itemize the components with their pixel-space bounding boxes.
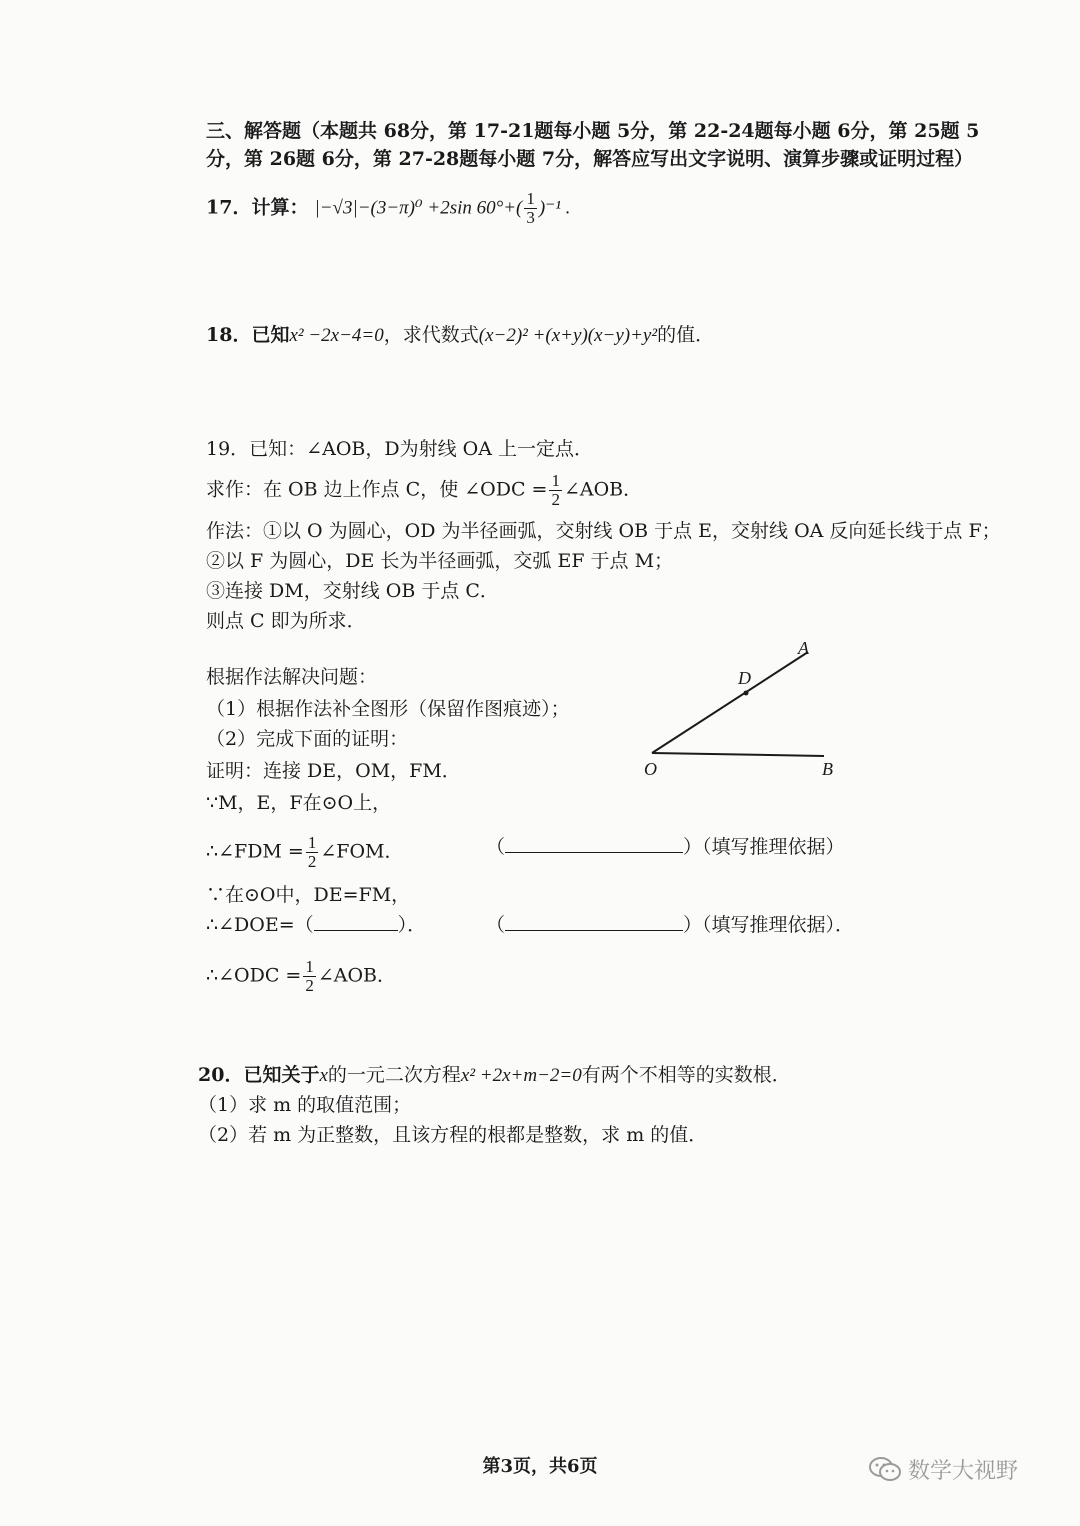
q17-frac-num: 1: [526, 189, 535, 208]
q19-proof-4: ∵在⊙O中，DE=FM，: [206, 884, 411, 906]
question-17: [206, 190, 570, 227]
reason1-open: （: [486, 836, 506, 858]
q19-method-1: 作法：①以 O 为圆心，OD 为半径画弧，交射线 OB 于点 E，交射线 OA 反向延长线于点 F；: [206, 520, 1001, 542]
q17-label: 17．计算：: [206, 196, 309, 219]
watermark-text: 数学大视野: [908, 1459, 1019, 1484]
q19-task: [206, 472, 642, 509]
ray-oa: [652, 652, 808, 753]
q19-proof3-num: 1: [307, 833, 317, 852]
q20-stem-pre: 20．已知关于: [198, 1064, 320, 1086]
q19-proof-6: [206, 958, 396, 995]
proof5-blank[interactable]: [314, 912, 398, 931]
q19-proof3-post: ∠FOM．: [320, 840, 404, 863]
q20-stem-post: 有两个不相等的实数根．: [581, 1064, 791, 1086]
q19-known: 19．已知：∠AOB，D为射线 OA 上一定点．: [206, 438, 593, 460]
reason1-blank[interactable]: [505, 834, 683, 853]
q19-proof5-pre: ∴∠DOE=（: [206, 914, 314, 936]
q19-task-pre: 求作：在 OB 边上作点 C，使 ∠ODC =: [206, 478, 548, 501]
q19-proof6-post: ∠AOB．: [317, 964, 397, 987]
q20-var: x: [319, 1065, 328, 1086]
q18-tail: 的值．: [657, 324, 715, 346]
question-20: [198, 1062, 791, 1089]
label-b: B: [822, 759, 833, 779]
q18-mid: ，求代数式: [383, 324, 479, 346]
q20-sub-2: （2）若 m 为正整数，且该方程的根都是整数，求 m 的值．: [198, 1124, 708, 1146]
q19-proof3-pre: ∴∠FDM =: [206, 840, 304, 863]
q18-condition: x² −2x−4=0: [289, 325, 384, 346]
q19-proof6-den: 2: [305, 976, 314, 995]
q19-task-fraction: [549, 472, 562, 509]
q19-proof-1: 证明：连接 DE，OM，FM．: [206, 760, 461, 782]
reason2-blank[interactable]: [505, 912, 683, 931]
q19-reason-2: [486, 912, 854, 938]
reason2-open: （: [486, 914, 506, 936]
q19-proof3-den: 2: [307, 852, 317, 871]
label-o: O: [644, 759, 657, 779]
q19-proof6-fraction: [303, 958, 316, 995]
q19-proof-5: [206, 912, 426, 938]
q19-proof-3: [206, 834, 403, 871]
watermark: [868, 1454, 1018, 1489]
q19-proof6-num: 1: [305, 957, 314, 976]
q19-task-post: ∠AOB．: [563, 478, 643, 501]
q19-task-den: 2: [551, 490, 560, 509]
q19-reason-1: [486, 834, 845, 860]
q17-fraction: [524, 190, 537, 227]
q19-sub-1: （1）根据作法补全图形（保留作图痕迹）；: [206, 698, 570, 720]
q20-stem-mid: 的一元二次方程: [327, 1064, 461, 1086]
label-a: A: [798, 638, 809, 658]
q17-tail: )⁻¹ .: [538, 197, 571, 219]
angle-aob-figure: [630, 630, 860, 790]
reason1-close: ）（填写推理依据）: [683, 836, 845, 858]
q19-method-2: ②以 F 为圆心，DE 长为半径画弧，交弧 EF 于点 M；: [206, 550, 674, 572]
q18-label: 18．已知: [206, 324, 290, 346]
reason2-close: ）（填写推理依据）．: [683, 914, 855, 936]
point-d: [744, 691, 749, 696]
label-d: D: [738, 668, 751, 688]
q19-sub-2: （2）完成下面的证明：: [206, 728, 409, 750]
q19-method-3: ③连接 DM，交射线 OB 于点 C．: [206, 580, 499, 602]
q19-proof5-post: ）．: [397, 914, 427, 936]
q19-proof3-fraction: [306, 834, 319, 871]
q18-expression: (x−2)² +(x+y)(x−y)+y²: [478, 325, 658, 346]
section-header-line2: 分，第 26题 6分，第 27-28题每小题 7分，解答应写出文字说明、演算步骤或证明过程）: [206, 148, 974, 170]
question-18: [206, 322, 714, 349]
q17-expression: |−√3|−(3−π)⁰ +2sin 60°+(: [314, 197, 523, 219]
wechat-icon: [868, 1455, 902, 1489]
q19-proof-2: ∵M，E，F在⊙O上，: [206, 792, 392, 814]
q19-method-4: 则点 C 即为所求．: [206, 610, 366, 632]
q20-sub-1: （1）求 m 的取值范围；: [198, 1094, 412, 1116]
ray-ob: [652, 753, 824, 756]
q19-task-num: 1: [551, 471, 560, 490]
q20-equation: x² +2x+m−2=0: [460, 1065, 582, 1086]
q19-solve-title: 根据作法解决问题：: [206, 666, 378, 688]
q17-frac-den: 3: [526, 208, 535, 227]
section-header-line1: 三、解答题（本题共 68分，第 17-21题每小题 5分，第 22-24题每小题 6分，第 25题 5: [206, 120, 980, 142]
page-footer: 第3页，共6页: [482, 1456, 598, 1477]
q19-proof6-pre: ∴∠ODC =: [206, 964, 302, 987]
